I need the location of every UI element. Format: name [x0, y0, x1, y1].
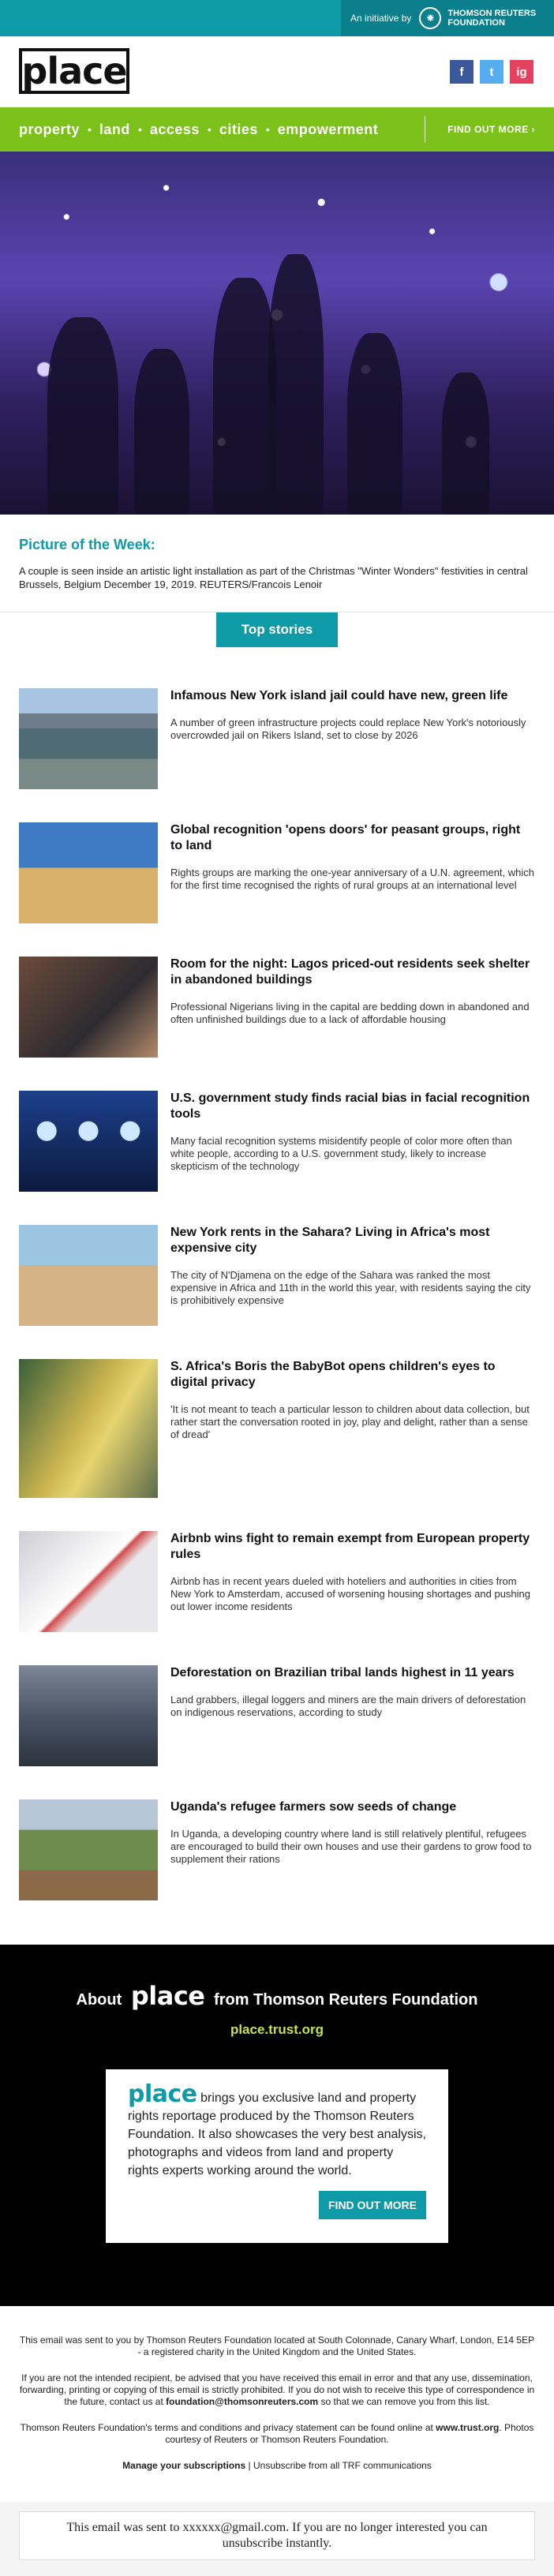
topic-property[interactable]: property	[19, 121, 80, 137]
manage-subscriptions-link[interactable]: Manage your subscriptions	[122, 2460, 246, 2471]
social-links	[450, 60, 533, 84]
story-item	[0, 1511, 554, 1645]
place-logo[interactable]: place	[19, 48, 129, 94]
footer-notice: If you are not the intended recipient, be advised that you have received this email in error and that any use, dissemination, forwarding, printing or copying of this email is strictly prohibited. If you do not wish to receive this type of correspondence in the future, contact us at foundation@thomsonreuters.com so that we can remove you from this list.	[19, 2372, 535, 2407]
initiative-bar	[0, 0, 554, 36]
footer-subscriptions	[19, 2460, 535, 2472]
photo-figure	[134, 349, 189, 515]
story-item	[0, 1339, 554, 1511]
photo-figure	[47, 317, 118, 515]
story-thumbnail[interactable]	[19, 957, 158, 1058]
story-thumbnail[interactable]	[19, 1091, 158, 1192]
about-url-link[interactable]: place.trust.org	[230, 2022, 324, 2037]
twitter-icon[interactable]: t	[480, 60, 503, 84]
top-stories-header	[0, 612, 554, 668]
story-summary: Professional Nigerians living in the capital are bedding down in abandoned and often unfinished buildings due to a lack of affordable housing	[170, 1001, 530, 1025]
story-thumbnail[interactable]	[19, 1665, 158, 1766]
unsubscribe-notice[interactable]: This email was sent to xxxxxx@gmail.com. If you are no longer interested you can unsubscribe instantly.	[19, 2511, 535, 2560]
story-title[interactable]: Infamous New York island jail could have new, green life	[170, 689, 508, 702]
story-thumbnail[interactable]	[19, 1799, 158, 1900]
facebook-icon[interactable]: f	[450, 60, 474, 84]
story-list	[0, 668, 554, 1913]
topic-access[interactable]: access	[149, 121, 200, 137]
about-description: place brings you exclusive land and property rights reportage produced by the Thomson Reuters Foundation. It also showcases the very best analysis, photographs and videos from land and property rights experts working around the world.	[128, 2080, 426, 2177]
about-section	[0, 1945, 554, 2306]
story-thumbnail[interactable]	[19, 1225, 158, 1326]
picture-of-week-caption: A couple is seen inside an artistic light installation as part of the Christmas "Winter Wonders" festivities in central Brussels, Belgium December 19, 2019. REUTERS/Francois Lenoir	[19, 565, 528, 590]
trust-org-link[interactable]: www.trust.org	[436, 2422, 500, 2433]
top-stories-label: Top stories	[216, 612, 338, 647]
trf-name: THOMSON REUTERS FOUNDATION	[447, 9, 537, 28]
story-summary: A number of green infrastructure projects could replace New York's notoriously overcrowded jail on Rikers Island, set to close by 2026	[170, 717, 526, 741]
footer-sent-by: This email was sent to you by Thomson Reuters Foundation located at South Colonnade, Canary Wharf, London, E14 5EP - a registered charity in the United Kingdom and the United States.	[19, 2334, 535, 2357]
topic-list	[19, 122, 425, 138]
story-summary: The city of N'Djamena on the edge of the Sahara was ranked the most expensive in Africa and 11th in the world this year, with residents saying the city is prohibitively expensive	[170, 1269, 531, 1306]
topic-separator: •	[88, 123, 92, 136]
story-thumbnail[interactable]	[19, 1531, 158, 1632]
story-thumbnail[interactable]	[19, 1359, 158, 1498]
photo-figure	[442, 373, 489, 515]
story-summary: Rights groups are marking the one-year anniversary of a U.N. agreement, which for the first time recognised the rights of rural groups at an international level	[170, 867, 534, 891]
story-summary: 'It is not meant to teach a particular lesson to children about data collection, but rather start the conversation rooted in joy, play and delight, rather than a sense of dread'	[170, 1403, 530, 1440]
story-title[interactable]: New York rents in the Sahara? Living in Africa's most expensive city	[170, 1226, 490, 1255]
topic-land[interactable]: land	[99, 121, 130, 137]
story-title[interactable]: Uganda's refugee farmers sow seeds of change	[170, 1800, 457, 1814]
story-summary: In Uganda, a developing country where land is still relatively plentiful, refugees are encouraged to build their own houses and use their gardens to grow food to supplement their rations	[170, 1828, 532, 1865]
story-item	[0, 936, 554, 1070]
story-title[interactable]: U.S. government study finds racial bias in facial recognition tools	[170, 1091, 530, 1121]
story-item	[0, 1204, 554, 1339]
story-item	[0, 1070, 554, 1204]
hero-photo[interactable]	[0, 152, 554, 515]
picture-of-week-title: Picture of the Week:	[19, 537, 155, 552]
initiative-label: An initiative by	[350, 13, 412, 24]
story-title[interactable]: S. Africa's Boris the BabyBot opens children's eyes to digital privacy	[170, 1360, 496, 1389]
story-item	[0, 802, 554, 936]
initiative-link[interactable]	[341, 0, 554, 36]
story-title[interactable]: Room for the night: Lagos priced-out residents seek shelter in abandoned buildings	[170, 957, 530, 987]
photo-figure	[213, 278, 276, 515]
topic-bar	[0, 107, 554, 152]
story-summary: Airbnb has in recent years dueled with hoteliers and authorities in cities from New York to Amsterdam, accused of worsening housing shortages and pushing out lower income residents	[170, 1575, 530, 1612]
story-summary: Many facial recognition systems misidentify people of color more often than white people, according to a U.S. government study, likely to increase skepticism of the technology	[170, 1135, 512, 1172]
about-find-out-more-button[interactable]: FIND OUT MORE	[319, 2191, 426, 2219]
about-brand: place	[128, 2080, 197, 2108]
trf-logo-icon: ✺	[419, 7, 441, 29]
header	[0, 36, 554, 107]
unsubscribe-bar	[0, 2502, 554, 2576]
topic-empowerment[interactable]: empowerment	[277, 121, 379, 137]
about-box	[106, 2069, 448, 2243]
story-summary: Land grabbers, illegal loggers and miners are the main drivers of deforestation on indigenous reservations, according to study	[170, 1694, 526, 1718]
topic-separator: •	[207, 123, 211, 136]
topic-separator: •	[137, 123, 142, 136]
story-item	[0, 668, 554, 802]
story-thumbnail[interactable]	[19, 688, 158, 789]
about-place-wordmark: place	[130, 1981, 205, 2011]
story-item	[0, 1779, 554, 1913]
story-title[interactable]: Global recognition 'opens doors' for peasant groups, right to land	[170, 823, 521, 852]
story-thumbnail[interactable]	[19, 822, 158, 923]
footer	[0, 2306, 554, 2502]
unsubscribe-all-link[interactable]: | Unsubscribe from all TRF communications	[245, 2460, 432, 2471]
picture-of-week	[0, 515, 554, 612]
instagram-icon[interactable]: ig	[510, 60, 533, 84]
story-title[interactable]: Deforestation on Brazilian tribal lands highest in 11 years	[170, 1666, 515, 1679]
footer-terms: Thomson Reuters Foundation's terms and conditions and privacy statement can be found online at www.trust.org. Photos courtesy of Reuters or Thomson Reuters Foundation.	[20, 2422, 534, 2445]
about-title: About place from Thomson Reuters Foundation	[76, 1981, 478, 2011]
photo-figure	[268, 254, 324, 515]
find-out-more-link[interactable]: FIND OUT MORE ›	[425, 116, 535, 143]
contact-email-link[interactable]: foundation@thomsonreuters.com	[166, 2396, 319, 2407]
story-item	[0, 1645, 554, 1779]
topic-cities[interactable]: cities	[219, 121, 258, 137]
photo-figure	[347, 333, 402, 515]
topic-separator: •	[265, 123, 270, 136]
story-title[interactable]: Airbnb wins fight to remain exempt from European property rules	[170, 1532, 530, 1561]
